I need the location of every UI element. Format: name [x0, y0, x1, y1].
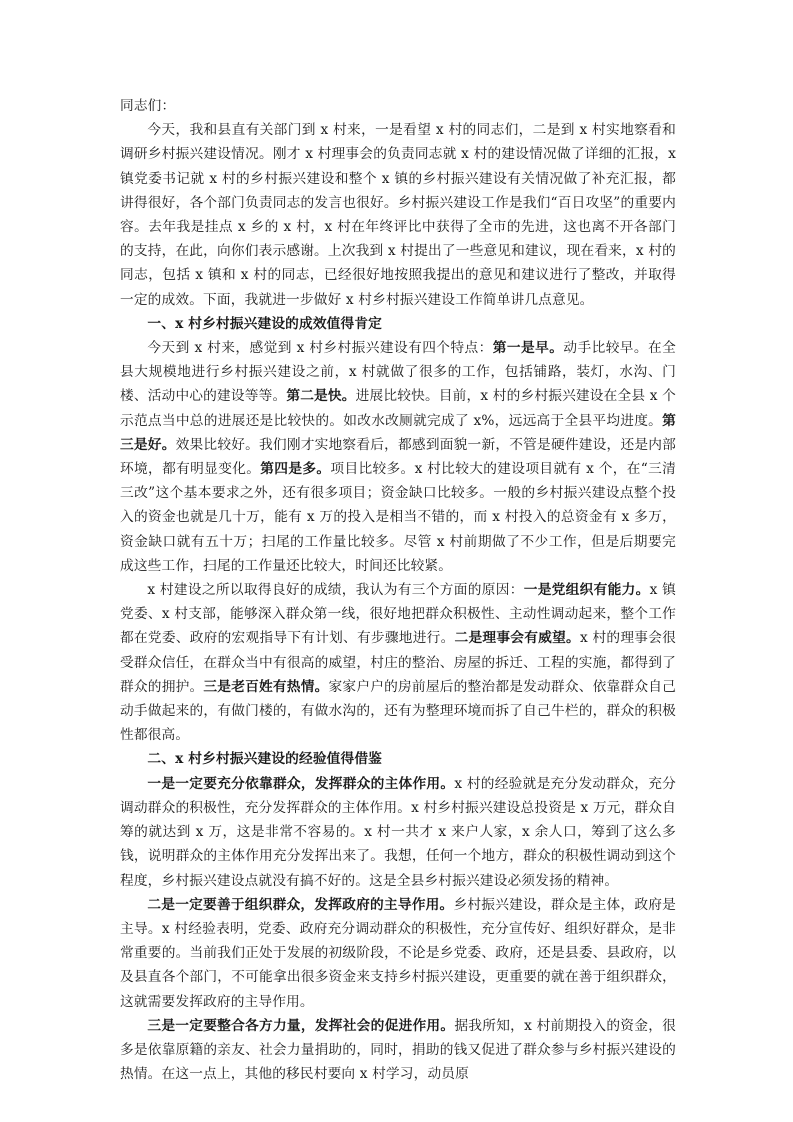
- section-1-heading: 一、x 村乡村振兴建设的成效值得肯定: [147, 315, 383, 332]
- section-2-paragraph-3: 三是一定要整合各方力量，发挥社会的促进作用。据我所知，x 村前期投入的资金，很多是依靠原籍的亲友、社会力量捐助的，同时，捐助的钱又促进了群众参与乡村振兴建设的热情。在这一点上，其他的移民村要向 x 村学习，动员原: [120, 1017, 676, 1083]
- lesson-1-title: 一是一定要充分依靠群众，发挥群众的主体作用。: [147, 775, 455, 792]
- document-body: [120, 94, 676, 1086]
- point-early: 第一是早。: [492, 340, 564, 357]
- lesson-3-title: 三是一定要整合各方力量，发挥社会的促进作用。: [147, 1017, 455, 1034]
- point-fast: 第二是快。: [286, 388, 356, 405]
- intro-paragraph: 今天，我和县直有关部门到 x 村来，一是看望 x 村的同志们，二是到 x 村实地察看和调研乡村振兴建设情况。刚才 x 村理事会的负责同志就 x 村的建设情况做了详细的汇报，x 镇党委书记就 x 村的乡村振兴建设和整个 x 镇的乡村振兴建设有关情况做了补充汇报，都讲得很好，各个部门负责同志的发言也很好。乡村振兴建设工作是我们“百日攻坚”的重要内容。去年我是挂点 x 乡的 x 村，x 村在年终评比中获得了全市的先进，这也离不开各部门的支持，在此，向你们表示感谢。上次我到 x 村提出了一些意见和建议，现在看来，x 村的同志，包括 x 镇和 x 村的同志，已经很好地按照我提出的意见和建议进行了整改，并取得一定的成效。下面，我就进一步做好 x 村乡村振兴建设工作简单讲几点意见。: [120, 122, 676, 308]
- lesson-2-title: 二是一定要善于组织群众，发挥政府的主导作用。: [147, 896, 454, 913]
- reason-party: 一是党组织有能力。: [523, 582, 650, 599]
- section-1-paragraph-1: 今天到 x 村来，感觉到 x 村乡村振兴建设有四个特点：第一是早。动手比较早。在全县大规模地进行乡村振兴建设之前，x 村就做了很多的工作，包括铺路，装灯，水沟、门楼、活动中心的建设等等。第二是快。进展比较快。目前，x 村的乡村振兴建设在全县 x 个示范点当中总的进展还是比较快的。如改水改厕就完成了 x%，远远高于全县平均进度。第三是好。效果比较好。我们刚才实地察看后，都感到面貌一新，不管是硬件建设，还是内部环境，都有明显变化。第四是多。项目比较多。x 村比较大的建设项目就有 x 个，在“三清三改”这个基本要求之外，还有很多项目；资金缺口比较多。一般的乡村振兴建设点整个投入的资金也就是几十万，能有 x 万的投入是相当不错的，而 x 村投入的总资金有 x 多万，资金缺口就有五十万；扫尾的工作量比较多。尽管 x 村前期做了不少工作，但是后期要完成这些工作，扫尾的工作量还比较大，时间还比较紧。: [120, 340, 676, 574]
- salutation: 同志们：: [120, 98, 176, 114]
- section-2-heading: 二、x 村乡村振兴建设的经验值得借鉴: [147, 751, 383, 768]
- section-2-paragraph-2: 二是一定要善于组织群众，发挥政府的主导作用。乡村振兴建设，群众是主体，政府是主导。x 村经验表明，党委、政府充分调动群众的积极性，充分宣传好、组织好群众，是非常重要的。当前我们正处于发展的初级阶段，不论是乡党委、政府，还是县委、县政府，以及县直各个部门，不可能拿出很多资金来支持乡村振兴建设，更重要的就在善于组织群众，这就需要发挥政府的主导作用。: [120, 896, 676, 1010]
- point-many: 第四是多。: [260, 461, 331, 478]
- point-good: 第三是好。: [120, 412, 676, 453]
- section-1-paragraph-2: x 村建设之所以取得良好的成绩，我认为有三个方面的原因：一是党组织有能力。x 镇党委、x 村支部，能够深入群众第一线，很好地把群众积极性、主动性调动起来，整个工作都在党委、政府的宏观指导下有计划、有步骤地进行。二是理事会有威望。x 村的理事会很受群众信任，在群众当中有很高的威望，村庄的整治、房屋的拆迁、工程的实施，都得到了群众的拥护。三是老百姓有热情。家家户户的房前屋后的整治都是发动群众、依靠群众自己动手做起来的，有做门楼的，有做水沟的，还有为整理环境而拆了自己牛栏的，群众的积极性都很高。: [120, 582, 676, 744]
- reason-council: 二是理事会有威望。: [454, 630, 580, 647]
- section-2-paragraph-1: 一是一定要充分依靠群众，发挥群众的主体作用。x 村的经验就是充分发动群众，充分调动群众的积极性，充分发挥群众的主体作用。x 村乡村振兴建设总投资是 x 万元，群众自筹的就达到 x 万，这是非常不容易的。x 村一共才 x 来户人家，x 余人口，筹到了这么多钱，说明群众的主体作用充分发挥出来了。我想，任何一个地方，群众的积极性调动到这个程度，乡村振兴建设点就没有搞不好的。这是全县乡村振兴建设必须发扬的精神。: [120, 775, 676, 889]
- reason-people: 三是老百姓有热情。: [203, 678, 329, 695]
